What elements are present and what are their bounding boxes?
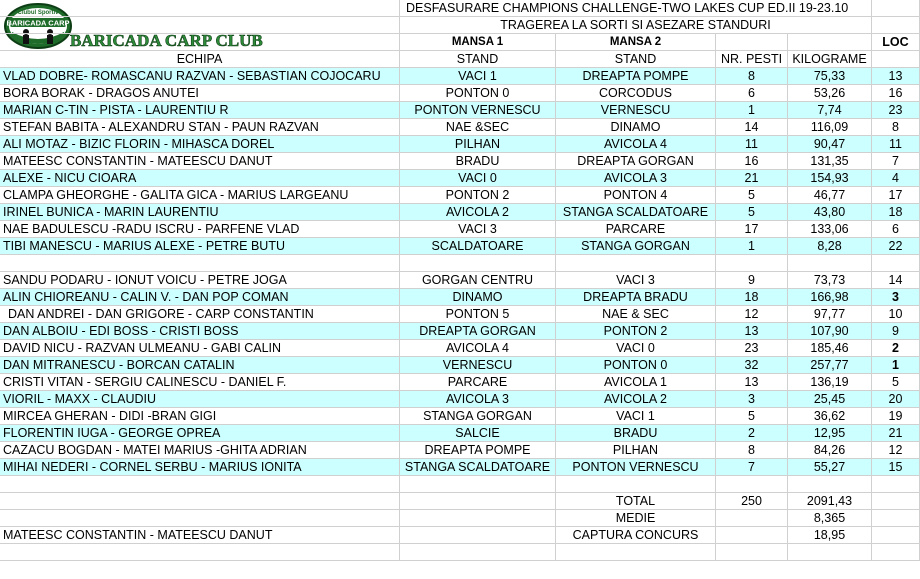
table-row — [0, 85, 920, 102]
fish-count-cell: 12 — [716, 306, 788, 323]
stand1-cell: NAE &SEC — [400, 119, 556, 136]
fish-count-cell: 32 — [716, 357, 788, 374]
stand2-cell: DREAPTA GORGAN — [556, 153, 716, 170]
team-cell: MARIAN C-TIN - PISTA - LAURENTIU R — [0, 102, 400, 119]
mansa-header-row — [0, 34, 920, 51]
stand1-cell: PONTON 2 — [400, 187, 556, 204]
subtitle-row — [0, 17, 920, 34]
fish-count-cell: 6 — [716, 85, 788, 102]
total-row — [0, 493, 920, 510]
table-row — [0, 238, 920, 255]
fish-count-cell: 8 — [716, 442, 788, 459]
stand2-cell: VACI 1 — [556, 408, 716, 425]
stand2-cell: STANGA SCALDATOARE — [556, 204, 716, 221]
kg-cell: 46,77 — [788, 187, 872, 204]
fish-count-cell: 18 — [716, 289, 788, 306]
stand1-cell: PONTON 0 — [400, 85, 556, 102]
table-row — [0, 391, 920, 408]
team-cell: MATEESC CONSTANTIN - MATEESCU DANUT — [0, 153, 400, 170]
table-row — [0, 136, 920, 153]
loc-cell: 8 — [872, 119, 920, 136]
stand1-cell: STANGA SCALDATOARE — [400, 459, 556, 476]
team-cell: TIBI MANESCU - MARIUS ALEXE - PETRE BUTU — [0, 238, 400, 255]
spacer-row — [0, 476, 920, 493]
team-cell: BORA BORAK - DRAGOS ANUTEI — [0, 85, 400, 102]
kg-cell: 90,47 — [788, 136, 872, 153]
team-cell: NAE BADULESCU -RADU ISCRU - PARFENE VLAD — [0, 221, 400, 238]
team-cell: DAN MITRANESCU - BORCAN CATALIN — [0, 357, 400, 374]
kg-cell: 36,62 — [788, 408, 872, 425]
loc-cell: 16 — [872, 85, 920, 102]
table-row — [0, 170, 920, 187]
stand2-cell: AVICOLA 1 — [556, 374, 716, 391]
team-cell: VIORIL - MAXX - CLAUDIU — [0, 391, 400, 408]
mansa1-header: MANSA 1 — [400, 34, 556, 51]
table-row — [0, 357, 920, 374]
stand1-cell: GORGAN CENTRU — [400, 272, 556, 289]
table-row — [0, 68, 920, 85]
fish-count-cell: 8 — [716, 68, 788, 85]
kg-cell: 8,28 — [788, 238, 872, 255]
stand2-cell: BRADU — [556, 425, 716, 442]
kg-cell: 73,73 — [788, 272, 872, 289]
captura-label: CAPTURA CONCURS — [556, 527, 716, 544]
table-row — [0, 119, 920, 136]
column-header-row — [0, 51, 920, 68]
fish-count-cell: 23 — [716, 340, 788, 357]
loc-cell: 23 — [872, 102, 920, 119]
loc-cell: 2 — [872, 340, 920, 357]
loc-cell: 18 — [872, 204, 920, 221]
kg-cell: 75,33 — [788, 68, 872, 85]
fish-count-cell: 5 — [716, 187, 788, 204]
stand1-cell: AVICOLA 4 — [400, 340, 556, 357]
stand1-cell: STANGA GORGAN — [400, 408, 556, 425]
kg-cell: 7,74 — [788, 102, 872, 119]
stand2-header: STAND — [556, 51, 716, 68]
kg-cell: 43,80 — [788, 204, 872, 221]
team-cell: DAN ANDREI - DAN GRIGORE - CARP CONSTANTIN — [0, 306, 400, 323]
stand2-cell: VERNESCU — [556, 102, 716, 119]
loc-header: LOC — [872, 34, 920, 51]
table-row — [0, 153, 920, 170]
empty-row — [0, 544, 920, 561]
loc-cell: 11 — [872, 136, 920, 153]
kilograme-header: KILOGRAME — [788, 51, 872, 68]
total-kg: 2091,43 — [788, 493, 872, 510]
subtitle: TRAGEREA LA SORTI SI ASEZARE STANDURI — [400, 17, 872, 34]
kg-cell: 133,06 — [788, 221, 872, 238]
loc-cell: 21 — [872, 425, 920, 442]
loc-cell: 6 — [872, 221, 920, 238]
stand2-cell: DREAPTA POMPE — [556, 68, 716, 85]
event-title: DESFASURARE CHAMPIONS CHALLENGE-TWO LAKES CUP ED.II 19-23.10 — [400, 0, 872, 17]
loc-cell: 19 — [872, 408, 920, 425]
table-row — [0, 306, 920, 323]
kg-cell: 12,95 — [788, 425, 872, 442]
stand2-cell: AVICOLA 4 — [556, 136, 716, 153]
medie-value: 8,365 — [788, 510, 872, 527]
loc-cell: 15 — [872, 459, 920, 476]
fish-count-cell: 11 — [716, 136, 788, 153]
stand2-cell: DINAMO — [556, 119, 716, 136]
fish-count-cell: 3 — [716, 391, 788, 408]
nr-pesti-header: NR. PESTI — [716, 51, 788, 68]
kg-cell: 107,90 — [788, 323, 872, 340]
stand1-cell: BRADU — [400, 153, 556, 170]
stand2-cell: NAE & SEC — [556, 306, 716, 323]
group-2-rows — [0, 272, 920, 476]
kg-cell: 136,19 — [788, 374, 872, 391]
table-row — [0, 374, 920, 391]
table-row — [0, 289, 920, 306]
club-name: BARICADA CARP CLUB — [70, 31, 263, 50]
stand2-cell: PONTON 2 — [556, 323, 716, 340]
fish-count-cell: 5 — [716, 408, 788, 425]
stand2-cell: DREAPTA BRADU — [556, 289, 716, 306]
table-row — [0, 425, 920, 442]
captura-value: 18,95 — [788, 527, 872, 544]
table-row — [0, 272, 920, 289]
loc-cell: 13 — [872, 68, 920, 85]
table-row — [0, 459, 920, 476]
fish-count-cell: 1 — [716, 238, 788, 255]
stand2-cell: PONTON 4 — [556, 187, 716, 204]
loc-cell: 22 — [872, 238, 920, 255]
medie-row — [0, 510, 920, 527]
team-cell: VLAD DOBRE- ROMASCANU RAZVAN - SEBASTIAN COJOCARU — [0, 68, 400, 85]
team-cell: CRISTI VITAN - SERGIU CALINESCU - DANIEL F. — [0, 374, 400, 391]
stand2-cell: VACI 0 — [556, 340, 716, 357]
stand2-cell: PILHAN — [556, 442, 716, 459]
stand1-cell: SALCIE — [400, 425, 556, 442]
kg-cell: 25,45 — [788, 391, 872, 408]
kg-cell: 97,77 — [788, 306, 872, 323]
loc-cell: 3 — [872, 289, 920, 306]
stand1-header: STAND — [400, 51, 556, 68]
team-cell: DAN ALBOIU - EDI BOSS - CRISTI BOSS — [0, 323, 400, 340]
spacer-row — [0, 255, 920, 272]
team-cell: STEFAN BABITA - ALEXANDRU STAN - PAUN RAZVAN — [0, 119, 400, 136]
loc-cell: 1 — [872, 357, 920, 374]
loc-cell: 9 — [872, 323, 920, 340]
table-row — [0, 340, 920, 357]
kg-cell: 116,09 — [788, 119, 872, 136]
team-cell: ALEXE - NICU CIOARA — [0, 170, 400, 187]
captura-row — [0, 527, 920, 544]
loc-cell: 14 — [872, 272, 920, 289]
stand2-cell: CORCODUS — [556, 85, 716, 102]
table-row — [0, 187, 920, 204]
kg-cell: 53,26 — [788, 85, 872, 102]
kg-cell: 55,27 — [788, 459, 872, 476]
stand1-cell: DREAPTA POMPE — [400, 442, 556, 459]
fish-count-cell: 5 — [716, 204, 788, 221]
captura-team: MATEESC CONSTANTIN - MATEESCU DANUT — [0, 527, 400, 544]
total-label: TOTAL — [556, 493, 716, 510]
table-row — [0, 323, 920, 340]
fish-count-cell: 13 — [716, 323, 788, 340]
logo-badge-top: Clubul Sportiv — [17, 10, 59, 16]
fish-count-cell: 13 — [716, 374, 788, 391]
stand2-cell: AVICOLA 2 — [556, 391, 716, 408]
title-row — [0, 0, 920, 17]
stand2-cell: PARCARE — [556, 221, 716, 238]
team-cell: SANDU PODARU - IONUT VOICU - PETRE JOGA — [0, 272, 400, 289]
team-cell: FLORENTIN IUGA - GEORGE OPREA — [0, 425, 400, 442]
fish-count-cell: 7 — [716, 459, 788, 476]
kg-cell: 257,77 — [788, 357, 872, 374]
team-cell: ALIN CHIOREANU - CALIN V. - DAN POP COMAN — [0, 289, 400, 306]
stand2-cell: PONTON VERNESCU — [556, 459, 716, 476]
loc-cell: 17 — [872, 187, 920, 204]
stand1-cell: VACI 3 — [400, 221, 556, 238]
fish-count-cell: 2 — [716, 425, 788, 442]
echipa-header: ECHIPA — [0, 51, 400, 68]
table-row — [0, 221, 920, 238]
team-cell: ALI MOTAZ - BIZIC FLORIN - MIHASCA DOREL — [0, 136, 400, 153]
loc-cell: 20 — [872, 391, 920, 408]
stand1-cell: DREAPTA GORGAN — [400, 323, 556, 340]
fish-count-cell: 16 — [716, 153, 788, 170]
loc-cell: 5 — [872, 374, 920, 391]
stand2-cell: STANGA GORGAN — [556, 238, 716, 255]
loc-cell: 10 — [872, 306, 920, 323]
stand1-cell: AVICOLA 3 — [400, 391, 556, 408]
team-cell: MIHAI NEDERI - CORNEL SERBU - MARIUS IONITA — [0, 459, 400, 476]
team-cell: DAVID NICU - RAZVAN ULMEANU - GABI CALIN — [0, 340, 400, 357]
total-fish: 250 — [716, 493, 788, 510]
loc-cell: 7 — [872, 153, 920, 170]
stand1-cell: SCALDATOARE — [400, 238, 556, 255]
stand1-cell: PONTON 5 — [400, 306, 556, 323]
kg-cell: 154,93 — [788, 170, 872, 187]
stand2-cell: PONTON 0 — [556, 357, 716, 374]
table-row — [0, 204, 920, 221]
stand1-cell: VACI 0 — [400, 170, 556, 187]
fish-count-cell: 21 — [716, 170, 788, 187]
fish-count-cell: 9 — [716, 272, 788, 289]
stand1-cell: PONTON VERNESCU — [400, 102, 556, 119]
group-1-rows — [0, 68, 920, 255]
stand2-cell: AVICOLA 3 — [556, 170, 716, 187]
loc-cell: 4 — [872, 170, 920, 187]
loc-cell: 12 — [872, 442, 920, 459]
mansa2-header: MANSA 2 — [556, 34, 716, 51]
kg-cell: 131,35 — [788, 153, 872, 170]
kg-cell: 166,98 — [788, 289, 872, 306]
stand2-cell: VACI 3 — [556, 272, 716, 289]
table-row — [0, 102, 920, 119]
team-cell: CLAMPA GHEORGHE - GALITA GICA - MARIUS LARGEANU — [0, 187, 400, 204]
fish-count-cell: 14 — [716, 119, 788, 136]
stand1-cell: VACI 1 — [400, 68, 556, 85]
kg-cell: 84,26 — [788, 442, 872, 459]
team-cell: CAZACU BOGDAN - MATEI MARIUS -GHITA ADRIAN — [0, 442, 400, 459]
stand1-cell: PILHAN — [400, 136, 556, 153]
stand1-cell: VERNESCU — [400, 357, 556, 374]
stand1-cell: DINAMO — [400, 289, 556, 306]
kg-cell: 185,46 — [788, 340, 872, 357]
logo-badge-name: BARICADA CARP — [6, 18, 70, 28]
fish-count-cell: 1 — [716, 102, 788, 119]
medie-label: MEDIE — [556, 510, 716, 527]
team-cell: MIRCEA GHERAN - DIDI -BRAN GIGI — [0, 408, 400, 425]
team-cell: IRINEL BUNICA - MARIN LAURENTIU — [0, 204, 400, 221]
table-row — [0, 408, 920, 425]
stand1-cell: PARCARE — [400, 374, 556, 391]
fish-count-cell: 17 — [716, 221, 788, 238]
table-row — [0, 442, 920, 459]
stand1-cell: AVICOLA 2 — [400, 204, 556, 221]
